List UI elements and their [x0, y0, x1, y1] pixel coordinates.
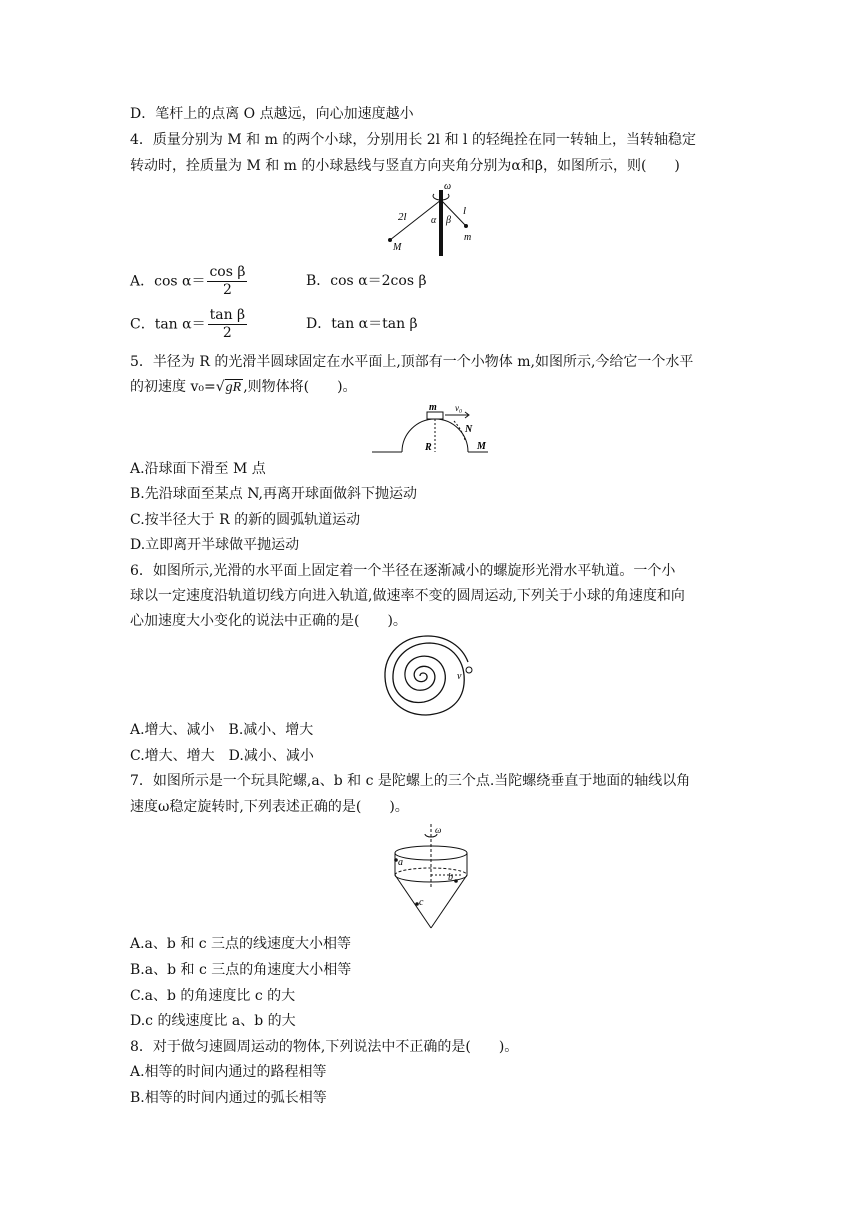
q8-option-b: B.相等的时间内通过的弧长相等: [130, 1090, 327, 1106]
sqrt-sign: √: [215, 379, 225, 395]
q7-option-a: A.a、b 和 c 三点的线速度大小相等: [130, 936, 352, 952]
M-label: M: [477, 441, 486, 452]
q7-top-figure: [386, 820, 476, 932]
v0-label: v₀: [455, 403, 463, 413]
q7-stem-line1: 7．如图所示是一个玩具陀螺,a、b 和 c 是陀螺上的三个点.当陀螺绕垂直于地面的轴线以角: [130, 773, 691, 789]
omega-label: ω: [435, 825, 442, 835]
alpha-label: α: [431, 215, 437, 226]
q4-option-c-text: C．tan α＝: [130, 316, 206, 333]
ball-m: [464, 224, 468, 228]
fraction: [208, 307, 248, 342]
numerator: tan β: [209, 307, 246, 323]
q5-option-a: A.沿球面下滑至 M 点: [130, 461, 266, 477]
q4-pendulum-figure: [380, 178, 490, 260]
q6-options-cd: C.增大、增大 D.减小、减小: [130, 748, 314, 764]
q3-option-d: D．笔杆上的点离 O 点越远，向心加速度越小: [130, 106, 414, 122]
b-label: b: [448, 872, 453, 883]
c-label: c: [419, 897, 424, 908]
fraction: [207, 264, 247, 299]
q5-stem-tail: ,则物体将( )。: [243, 379, 357, 395]
q4-stem-line1: 4．质量分别为 M 和 m 的两个小球，分别用长 2l 和 l 的轻绳拴在同一转轴上，当转轴稳定: [130, 132, 696, 148]
q6-stem-line2: 球以一定速度沿轨道切线方向进入轨道,做速率不变的圆周运动,下列关于小球的角速度和向: [130, 588, 685, 604]
sqrt-radicand: gR: [225, 380, 242, 395]
M-label: M: [393, 242, 402, 253]
length-l-label: l: [463, 205, 467, 217]
q5-option-c: C.按半径大于 R 的新的圆弧轨道运动: [130, 512, 361, 528]
q8-stem: 8．对于做匀速圆周运动的物体,下列说法中不正确的是( )。: [130, 1039, 519, 1055]
length-2l-label: 2l: [398, 211, 407, 223]
point-b: [454, 879, 458, 883]
q6-stem-line1: 6．如图所示,光滑的水平面上固定着一个半径在逐渐减小的螺旋形光滑水平轨道。一个小: [130, 563, 676, 579]
m-label: m: [464, 232, 472, 243]
q4-option-d: D．tan α＝tan β: [306, 316, 418, 332]
q4-option-a: [130, 264, 249, 299]
q7-option-c: C.a、b 的角速度比 c 的大: [130, 988, 296, 1004]
m-label: m: [429, 402, 437, 413]
denominator: 2: [222, 325, 232, 341]
top-ellipse: [395, 846, 467, 860]
q7-option-d: D.c 的线速度比 a、b 的大: [130, 1013, 296, 1029]
q5-hemisphere-figure: [370, 400, 492, 456]
q5-stem-text: 的初速度 v₀=: [130, 379, 216, 395]
numerator: cos β: [209, 264, 246, 280]
q6-spiral-figure: [380, 632, 480, 718]
q4-option-b: B．cos α＝2cos β: [306, 273, 427, 289]
v-label: v: [457, 671, 462, 682]
ball-M: [388, 238, 392, 242]
block-m: [427, 412, 443, 419]
q5-option-d: D.立即离开半球做平抛运动: [130, 537, 300, 553]
q5-option-b: B.先沿球面至某点 N,再离开球面做斜下抛运动: [130, 486, 417, 502]
q6-options-ab: A.增大、减小 B.减小、增大: [130, 722, 314, 738]
q8-option-a: A.相等的时间内通过的路程相等: [130, 1064, 327, 1080]
omega-label: ω: [444, 181, 452, 192]
denominator: 2: [223, 282, 232, 298]
q4-option-a-text: A．cos α＝: [130, 273, 206, 290]
q4-option-c: [130, 307, 249, 342]
a-label: a: [398, 857, 403, 868]
ball: [466, 667, 472, 673]
q7-option-b: B.a、b 和 c 三点的角速度大小相等: [130, 962, 352, 978]
N-label: N: [465, 424, 473, 435]
q5-stem-line1: 5．半径为 R 的光滑半圆球固定在水平面上,顶部有一个小物体 m,如图所示,今给它一个水平: [130, 354, 694, 370]
q5-stem-line2: [130, 377, 357, 398]
q7-stem-line2: 速度ω稳定旋转时,下列表述正确的是( )。: [130, 799, 409, 815]
q6-stem-line3: 心加速度大小变化的说法中正确的是( )。: [130, 613, 407, 629]
q4-stem-line2: 转动时，拴质量为 M 和 m 的小球悬线与竖直方向夹角分别为α和β，如图所示，则( ): [130, 158, 680, 174]
beta-label: β: [446, 215, 451, 226]
R-label: R: [425, 442, 432, 453]
spiral-track: [385, 636, 468, 715]
cone-left: [395, 875, 431, 928]
